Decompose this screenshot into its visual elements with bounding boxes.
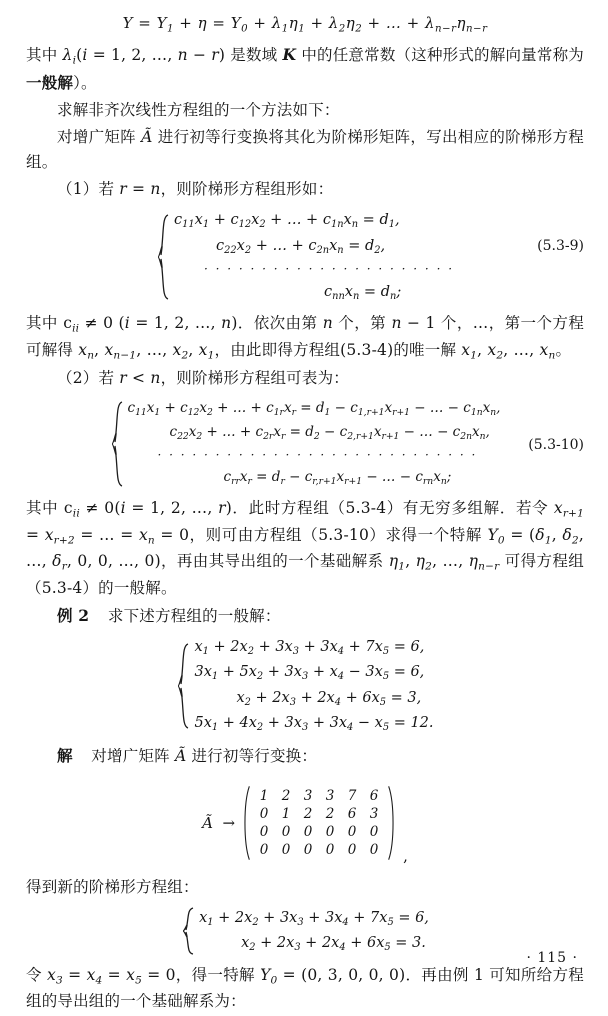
paragraph-5: 其中 $c_{ii} \ne 0$ (i = 1, 2, …, n)．依次由第 n 个，第 n − 1 个，…，第一个方程可解得 $x_n$, $x_{n-1}$, …, $x_2$, $x_1$，由此即得方程组(5.3-4)的唯一解 $x_1$, $x_2$, …, $x_n$。 bbox=[26, 314, 585, 362]
paragraph-2: 求解非齐次线性方程组的一个方法如下： bbox=[57, 100, 340, 119]
equation-row: $5x_1 + 4x_2 + 3x_3 + 3x_4 - x_5 = 12$. bbox=[194, 715, 434, 734]
paragraph-4: （1）若 r = n，则阶梯形方程组形如： bbox=[57, 180, 334, 199]
paragraph-8: 例 2 求下述方程组的一般解： bbox=[57, 605, 281, 625]
left-brace-icon bbox=[181, 906, 195, 957]
matrix-trailing-comma: , bbox=[403, 846, 408, 865]
paragraph-11: 令 $x_3 = x_4 = x_5 = 0$，得一特解 $Y_0 = (0$, 3, 0, 0, 0)．再由例 1 可知所给方程组的导出组的一个基础解系为： bbox=[26, 965, 584, 1010]
paragraph-10: 得到新的阶梯形方程组： bbox=[26, 877, 199, 896]
top-equation: $Y = Y_1 + \eta = Y_0 + \lambda_1\eta_1 + \lambda_2\eta_2$ + … + $\lambda_{n-r}\eta_{n-r}$ bbox=[122, 14, 488, 35]
equation-row-dots: · · · · · · · · · · · · · · · · · · · · · · · · · · · · bbox=[157, 448, 478, 463]
matrix-grid: 1 2 3 3 7 6 0 1 2 2 6 3 0 0 0 0 0 0 0 0 0 0 0 0 bbox=[259, 787, 379, 858]
equation-system-4 bbox=[26, 906, 584, 957]
equation-tag: (5.3-10) bbox=[528, 437, 584, 454]
equation-row: $c_{nn}x_n = d_n$; bbox=[323, 284, 402, 303]
equation-system-3 bbox=[26, 635, 584, 737]
equation-row: $x_1 + 2x_2 + 3x_3 + 3x_4 + 7x_5 = 6$, bbox=[199, 909, 429, 928]
matrix-label: Ã → bbox=[202, 813, 236, 832]
equation-row: $c_{11}x_1 + c_{12}x_2$ + … + $c_{1r}x_r = d_1 - c_{1,r+1}x_{r+1}$ − … − $c_{1n}x_n$, bbox=[127, 400, 501, 419]
page-content bbox=[26, 10, 584, 1016]
solution-label: 解 bbox=[57, 745, 73, 765]
paragraph-1: 其中 $\lambda_i(i = 1$, 2, …, n − r) 是数域 K 中的任意常数（这种形式的解向量常称为一般解）。 bbox=[26, 45, 584, 92]
equation-row: $c_{rr}x_r = d_r - c_{r,r+1}x_{r+1}$ − … − $c_{rn}x_n$; bbox=[223, 469, 452, 488]
paragraph-7: 其中 $c_{ii} \ne 0(i = 1$, 2, …, r)．此时方程组（5.3-4）有无穷多组解．若令 $x_{r+1} = x_{r+2}$ = … = $x_n = 0$，则可由方程组（5.3-10）求得一个特解 $Y_0 = (\delta_1$, $\delta_2$, …, $\delta_r$, 0, 0, …, 0)，再由其导出组的一个基础解系 $\eta_1$, $\eta_2$, …, $\eta_{n-r}$ 可得方程组（5.3-4）的一般解。 bbox=[26, 499, 584, 597]
paragraph-3: 对增广矩阵 Ã 进行初等行变换将其化为阶梯形矩阵，写出相应的阶梯形方程组。 bbox=[26, 127, 584, 172]
equation-system-1 bbox=[26, 208, 584, 305]
paragraph-9: 解 对增广矩阵 Ã 进行初等行变换： bbox=[57, 745, 318, 765]
matrix-body bbox=[241, 777, 397, 869]
left-brace-icon bbox=[156, 208, 170, 305]
page-number: · 115 · bbox=[526, 950, 578, 966]
equation-row-dots: · · · · · · · · · · · · · · · · · · · · · · bbox=[203, 262, 455, 277]
equation-row: $3x_1 + 5x_2 + 3x_3 + x_4 - 3x_5 = 6$, bbox=[194, 664, 425, 683]
augmented-matrix bbox=[26, 777, 584, 869]
left-brace-icon bbox=[110, 397, 124, 490]
equation-row: $c_{22}x_2$ + … + $c_{2r}x_r = d_2 - c_{2,r+1}x_{r+1}$ − … − $c_{2n}x_n$, bbox=[169, 424, 490, 443]
left-brace-icon bbox=[176, 635, 190, 737]
paragraph-6: （2）若 r < n，则阶梯形方程组可表为： bbox=[57, 369, 349, 388]
paren-right-icon bbox=[387, 777, 397, 869]
example-label: 例 2 bbox=[57, 605, 90, 625]
equation-row: $x_2 + 2x_3 + 2x_4 + 6x_5 = 3$, bbox=[236, 689, 422, 708]
equation-row: $x_1 + 2x_2 + 3x_3 + 3x_4 + 7x_5 = 6$, bbox=[194, 638, 425, 658]
paren-left-icon bbox=[241, 777, 251, 869]
equation-row: $c_{22}x_2$ + … + $c_{2n}x_n = d_2$, bbox=[215, 237, 386, 256]
equation-tag: (5.3-9) bbox=[537, 238, 584, 255]
equation-row: $x_2 + 2x_3 + 2x_4 + 6x_5 = 3$. bbox=[241, 935, 426, 954]
equation-system-2 bbox=[26, 397, 584, 490]
equation-row: $c_{11}x_1 + c_{12}x_2$ + … + $c_{1n}x_n = d_1$, bbox=[173, 212, 400, 231]
